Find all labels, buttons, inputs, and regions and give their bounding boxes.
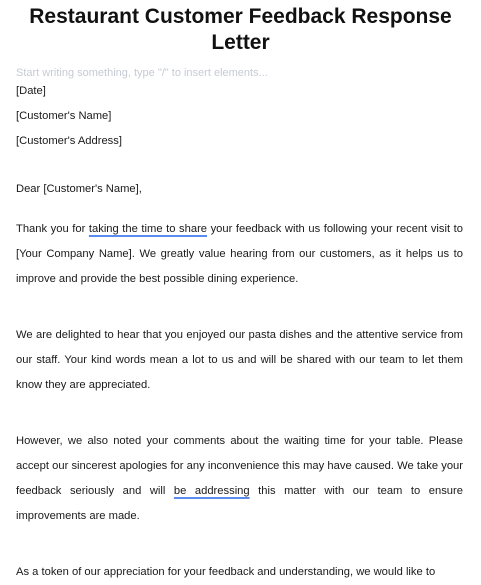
spacer [16,206,463,217]
customer-name-line[interactable]: [Customer's Name] [16,110,112,122]
paragraph-thanks[interactable] [16,217,463,292]
letter-body[interactable] [16,83,463,585]
text-run: this matter with our team to ensure improvements are made. [16,485,463,522]
spacer [16,158,463,181]
underlined-phrase[interactable]: be addressing [173,485,250,497]
editor-placeholder[interactable]: Start writing something, type "/" to insert elements... [16,67,268,79]
spacer [16,529,463,560]
customer-address-line[interactable]: [Customer's Address] [16,135,122,147]
paragraph-apology[interactable] [16,429,463,529]
paragraph-praise[interactable]: We are delighted to hear that you enjoyed our pasta dishes and the attentive service from our staff. Your kind words mean a lot to us and will be shared with our team to let them know they are appreciated. [16,329,463,391]
paragraph-token[interactable]: As a token of our appreciation for your feedback and understanding, we would like to [16,566,436,578]
spacer [16,292,463,323]
document-title[interactable]: Restaurant Customer Feedback Response Letter [29,5,452,54]
text-run: your feedback with us following your recent visit to [Your Company Name]. We greatly value hearing from our customers, as it helps us to improve and provide the best possible dining experience. [16,223,463,285]
text-run: However, we also noted your comments about the waiting time for your table. Please accept our sincerest apologies for any inconvenience this may have caused. We take your feedback seriously and will [16,435,463,497]
date-line[interactable]: [Date] [16,85,46,97]
greeting-line[interactable]: Dear [Customer's Name], [16,183,142,195]
text-run: Thank you for [16,223,89,235]
spacer [16,398,463,429]
underlined-phrase[interactable]: taking the time to share [88,223,208,235]
